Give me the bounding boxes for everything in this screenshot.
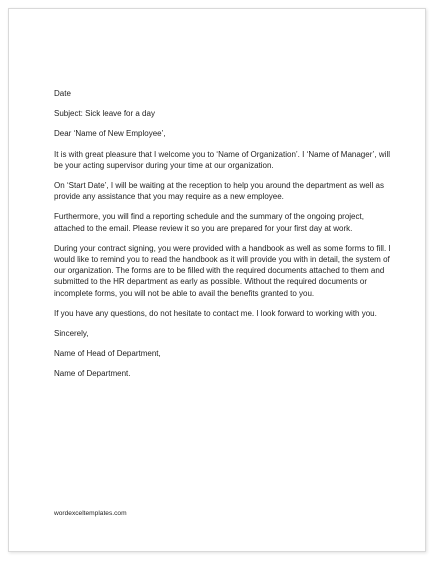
signature-name: Name of Head of Department, bbox=[54, 349, 161, 359]
letter-closing: Sincerely, bbox=[54, 329, 89, 339]
footer-website: wordexceltemplates.com bbox=[54, 510, 127, 517]
letter-salutation: Dear ‘Name of New Employee’, bbox=[54, 129, 166, 139]
letter-body bbox=[54, 88, 394, 389]
document-page bbox=[8, 8, 426, 552]
letter-paragraph: During your contract signing, you were provided with a handbook as well as some forms to fill. I would like to remind you to read the handbook as it will provide you with in detail, the system of our organization. The forms are to be filled with the required documents attached to them and submitted to the HR department as early as possible. Without the required documents or incomplete forms, you will not be able to avail the benefits granted to you. bbox=[54, 243, 391, 298]
letter-paragraph: Furthermore, you will find a reporting schedule and the summary of the ongoing project, attached to the email. Please review it so you are prepared for your first day at work. bbox=[54, 212, 364, 233]
letter-date: Date bbox=[54, 89, 71, 98]
letter-paragraph: If you have any questions, do not hesitate to contact me. I look forward to working with you. bbox=[54, 308, 377, 318]
letter-paragraph: It is with great pleasure that I welcome you to ‘Name of Organization’. I ‘Name of Manager’, will be your acting supervisor during your time at our organization. bbox=[54, 149, 390, 170]
letter-paragraph: On ‘Start Date’, I will be waiting at the reception to help you around the department as well as provide any assistance that you may require as a new employee. bbox=[54, 181, 384, 202]
letter-subject: Subject: Sick leave for a day bbox=[54, 109, 155, 119]
signature-department: Name of Department. bbox=[54, 369, 131, 379]
